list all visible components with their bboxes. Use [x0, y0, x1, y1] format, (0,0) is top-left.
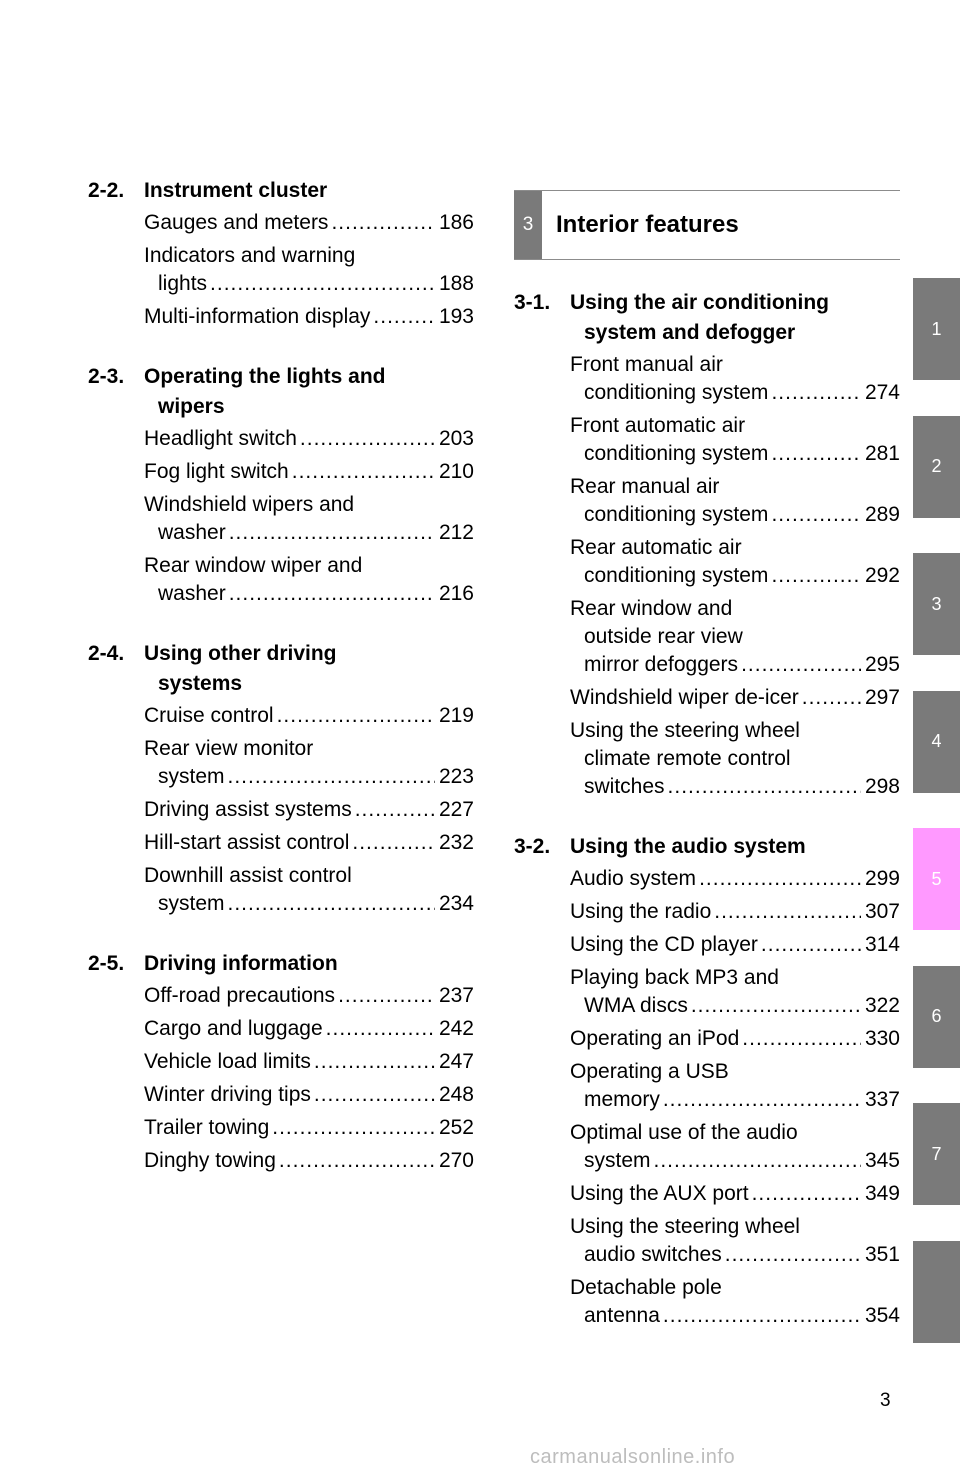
entry-label-line: Trailer towing [144, 1116, 270, 1139]
dot-leader [229, 519, 435, 547]
section-title [144, 176, 327, 206]
dot-leader [355, 796, 435, 824]
entry-page-number: 292 [864, 564, 900, 587]
entry-label-line: Windshield wiper de-icer [570, 686, 799, 709]
entry-label-line: memory [584, 1088, 660, 1111]
toc-entry[interactable] [144, 829, 474, 857]
section-title-line: wipers [158, 395, 225, 418]
toc-entry[interactable] [570, 534, 900, 590]
toc-entry[interactable] [570, 412, 900, 468]
entry-last-line [570, 684, 900, 712]
entry-page-number: 210 [438, 460, 474, 483]
entry-page-number: 270 [438, 1149, 474, 1172]
entry-label-line: Hill-start assist control [144, 831, 350, 854]
entry-last-line [144, 829, 474, 857]
toc-entry[interactable] [570, 865, 900, 893]
entry-label-line: Detachable pole [570, 1276, 722, 1299]
section-number: 3-1. [514, 291, 551, 314]
entry-last-line [570, 379, 900, 407]
entry-list [88, 702, 474, 918]
entry-label [144, 1147, 474, 1175]
chapter-tab[interactable] [913, 1241, 960, 1343]
dot-leader [741, 651, 861, 679]
entry-last-line [144, 303, 474, 331]
entry-label-line: washer [158, 582, 226, 605]
entry-label-line: climate remote control [584, 747, 791, 770]
entry-label-line: audio switches [584, 1243, 722, 1266]
entry-label-line: antenna [584, 1304, 660, 1327]
entry-label [144, 458, 474, 486]
entry-last-line [570, 773, 900, 801]
entry-label-line: Using the AUX port [570, 1182, 749, 1205]
toc-entry[interactable] [570, 684, 900, 712]
entry-page-number: 216 [438, 582, 474, 605]
chapter-header [514, 190, 900, 260]
toc-entry[interactable] [144, 982, 474, 1010]
entry-label-line: Downhill assist control [144, 864, 352, 887]
toc-entry[interactable] [144, 1015, 474, 1043]
entry-label-line: Vehicle load limits [144, 1050, 311, 1073]
dot-leader [742, 1025, 861, 1053]
dot-leader [752, 1180, 861, 1208]
toc-entry[interactable] [570, 1180, 900, 1208]
dot-leader [771, 501, 861, 529]
watermark: carmanualsonline.info [530, 1446, 736, 1468]
entry-label [144, 862, 474, 918]
section-number: 2-3. [88, 365, 125, 388]
toc-entry[interactable] [570, 1058, 900, 1114]
entry-label [570, 595, 900, 679]
dot-leader [654, 1147, 861, 1175]
entry-last-line [570, 1302, 900, 1330]
entry-last-line [144, 519, 474, 547]
entry-page-number: 223 [438, 765, 474, 788]
entry-last-line [144, 425, 474, 453]
entry-page-number: 274 [864, 381, 900, 404]
entry-last-line [144, 458, 474, 486]
entry-label-line: Rear view monitor [144, 737, 314, 760]
entry-label-line: Using the steering wheel [570, 1215, 800, 1238]
dot-leader [373, 303, 435, 331]
entry-label-line: washer [158, 521, 226, 544]
section-number: 2-5. [88, 952, 125, 975]
section-title [144, 639, 337, 699]
toc-entry[interactable] [144, 1081, 474, 1109]
entry-last-line [570, 1180, 900, 1208]
chapter-title: Interior features [556, 211, 739, 238]
dot-leader [229, 580, 435, 608]
entry-label [144, 1081, 474, 1109]
entry-label [570, 898, 900, 926]
entry-page-number: 345 [864, 1149, 900, 1172]
entry-label [570, 684, 900, 712]
toc-entry[interactable] [570, 931, 900, 959]
entry-label-line: Operating an iPod [570, 1027, 740, 1050]
dot-leader [725, 1241, 861, 1269]
entry-last-line [144, 763, 474, 791]
entry-label [570, 964, 900, 1020]
entry-page-number: 297 [864, 686, 900, 709]
toc-entry[interactable] [144, 242, 474, 298]
entry-label-line: Using the radio [570, 900, 712, 923]
toc-entry[interactable] [570, 595, 900, 679]
entry-label [144, 735, 474, 791]
entry-label-line: Audio system [570, 867, 697, 890]
entry-page-number: 237 [438, 984, 474, 1007]
entry-label-line: Off-road precautions [144, 984, 336, 1007]
entry-label [144, 1048, 474, 1076]
dot-leader [352, 829, 435, 857]
toc-section [514, 832, 900, 1330]
entry-page-number: 232 [438, 831, 474, 854]
entry-label-line: system [158, 765, 225, 788]
entry-label-line: Rear window wiper and [144, 554, 363, 577]
entry-page-number: 354 [864, 1304, 900, 1327]
entry-list [514, 865, 900, 1330]
dot-leader [761, 931, 861, 959]
section-title-line: Driving information [144, 952, 338, 975]
entry-last-line [144, 702, 474, 730]
dot-leader [668, 773, 861, 801]
entry-label-line: outside rear view [584, 625, 743, 648]
entry-label-line: Dinghy towing [144, 1149, 276, 1172]
left-column [88, 176, 474, 1180]
entry-last-line [144, 580, 474, 608]
entry-last-line [144, 1081, 474, 1109]
entry-label-line: Indicators and warning [144, 244, 356, 267]
chapter-number-box: 3 [514, 191, 542, 259]
entry-label [144, 242, 474, 298]
entry-label [570, 1119, 900, 1175]
entry-label-line: Rear automatic air [570, 536, 742, 559]
entry-last-line [144, 1048, 474, 1076]
section-title [570, 832, 806, 862]
entry-page-number: 203 [438, 427, 474, 450]
toc-entry[interactable] [144, 702, 474, 730]
dot-leader [771, 379, 861, 407]
entry-label [570, 717, 900, 801]
toc-entry[interactable] [144, 1147, 474, 1175]
section-heading [514, 832, 900, 862]
entry-label [570, 1025, 900, 1053]
dot-leader [292, 458, 435, 486]
entry-page-number: 295 [864, 653, 900, 676]
entry-page-number: 337 [864, 1088, 900, 1111]
toc-entry[interactable] [144, 862, 474, 918]
toc-section [88, 176, 474, 331]
entry-label-line: lights [158, 272, 208, 295]
entry-page-number: 247 [438, 1050, 474, 1073]
entry-page-number: 186 [438, 211, 474, 234]
entry-page-number: 330 [864, 1027, 900, 1050]
entry-label-line: system [158, 892, 225, 915]
entry-label-line: Operating a USB [570, 1060, 729, 1083]
entry-label [570, 931, 900, 959]
section-heading [88, 949, 474, 979]
entry-page-number: 289 [864, 503, 900, 526]
toc-entry[interactable] [144, 458, 474, 486]
dot-leader [691, 992, 861, 1020]
entry-label-line: Using the steering wheel [570, 719, 800, 742]
entry-last-line [144, 982, 474, 1010]
entry-label-line: Fog light switch [144, 460, 289, 483]
entry-label-line: Optimal use of the audio [570, 1121, 798, 1144]
entry-page-number: 351 [864, 1243, 900, 1266]
entry-label-line: Playing back MP3 and [570, 966, 779, 989]
entry-label-line: Winter driving tips [144, 1083, 311, 1106]
section-number: 2-4. [88, 642, 125, 665]
dot-leader [338, 982, 435, 1010]
entry-last-line [144, 1147, 474, 1175]
dot-leader [802, 684, 861, 712]
toc-entry[interactable] [570, 1025, 900, 1053]
entry-last-line [144, 209, 474, 237]
section-title [570, 288, 829, 348]
dot-leader [228, 763, 435, 791]
entry-page-number: 281 [864, 442, 900, 465]
entry-last-line [570, 1086, 900, 1114]
toc-section [514, 288, 900, 801]
section-heading [88, 639, 474, 699]
entry-list [88, 209, 474, 331]
dot-leader [210, 270, 435, 298]
dot-leader [771, 562, 861, 590]
entry-label [144, 982, 474, 1010]
chapter-tab[interactable]: 2 [913, 416, 960, 518]
entry-label [144, 796, 474, 824]
dot-leader [300, 425, 435, 453]
entry-label [570, 473, 900, 529]
toc-entry[interactable] [570, 898, 900, 926]
entry-label [570, 1274, 900, 1330]
entry-label [144, 303, 474, 331]
toc-entry[interactable] [144, 1048, 474, 1076]
entry-label-line: WMA discs [584, 994, 688, 1017]
entry-page-number: 322 [864, 994, 900, 1017]
section-title [144, 362, 386, 422]
entry-label [144, 209, 474, 237]
dot-leader [314, 1048, 435, 1076]
toc-entry[interactable] [144, 552, 474, 608]
entry-last-line [144, 1114, 474, 1142]
entry-page-number: 219 [438, 704, 474, 727]
entry-label-line: conditioning system [584, 503, 769, 526]
entry-label-line: Gauges and meters [144, 211, 329, 234]
dot-leader [272, 1114, 435, 1142]
entry-page-number: 193 [438, 305, 474, 328]
entry-label [144, 552, 474, 608]
dot-leader [279, 1147, 435, 1175]
entry-label-line: system [584, 1149, 651, 1172]
page-number: 3 [880, 1390, 891, 1411]
dot-leader [331, 209, 435, 237]
chapter-tab[interactable]: 6 [913, 966, 960, 1068]
section-number: 3-2. [514, 835, 551, 858]
entry-label [570, 351, 900, 407]
toc-entry[interactable] [144, 303, 474, 331]
entry-label [144, 425, 474, 453]
dot-leader [228, 890, 435, 918]
toc-entry[interactable] [570, 1274, 900, 1330]
entry-last-line [570, 440, 900, 468]
entry-page-number: 227 [438, 798, 474, 821]
section-number: 2-2. [88, 179, 125, 202]
toc-entry[interactable] [144, 796, 474, 824]
toc-entry[interactable] [144, 425, 474, 453]
toc-entry[interactable] [570, 351, 900, 407]
entry-label [144, 702, 474, 730]
entry-last-line [144, 796, 474, 824]
chapter-tab[interactable]: 3 [913, 553, 960, 655]
entry-label [570, 534, 900, 590]
entry-label-line: conditioning system [584, 381, 769, 404]
entry-label-line: switches [584, 775, 665, 798]
entry-list [88, 425, 474, 608]
right-column [514, 288, 900, 1335]
entry-page-number: 212 [438, 521, 474, 544]
section-heading [88, 176, 474, 206]
entry-page-number: 299 [864, 867, 900, 890]
section-title-line: Operating the lights and [144, 365, 386, 388]
entry-page-number: 307 [864, 900, 900, 923]
chapter-tab[interactable]: 4 [913, 691, 960, 793]
entry-label-line: Headlight switch [144, 427, 297, 450]
entry-label [570, 1213, 900, 1269]
dot-leader [314, 1081, 435, 1109]
section-title-line: Instrument cluster [144, 179, 328, 202]
entry-last-line [570, 898, 900, 926]
toc-section [88, 639, 474, 918]
entry-page-number: 242 [438, 1017, 474, 1040]
entry-label [570, 1180, 900, 1208]
section-title-line: system and defogger [584, 321, 796, 344]
toc-section [88, 949, 474, 1175]
entry-label-line: Front automatic air [570, 414, 746, 437]
entry-last-line [570, 865, 900, 893]
toc-entry[interactable] [144, 491, 474, 547]
dot-leader [699, 865, 861, 893]
toc-entry[interactable] [144, 735, 474, 791]
entry-label-line: conditioning system [584, 564, 769, 587]
entry-page-number: 252 [438, 1116, 474, 1139]
section-title [144, 949, 338, 979]
dot-leader [663, 1302, 861, 1330]
entry-last-line [144, 1015, 474, 1043]
entry-label-line: Cruise control [144, 704, 274, 727]
entry-label-line: Multi-information display [144, 305, 371, 328]
toc-entry[interactable] [570, 1119, 900, 1175]
entry-label-line: Cargo and luggage [144, 1017, 323, 1040]
dot-leader [277, 702, 435, 730]
entry-list [514, 351, 900, 801]
entry-last-line [570, 1025, 900, 1053]
entry-label [144, 1114, 474, 1142]
entry-last-line [570, 992, 900, 1020]
toc-entry[interactable] [570, 473, 900, 529]
entry-list [88, 982, 474, 1175]
chapter-tab[interactable]: 1 [913, 278, 960, 380]
entry-last-line [570, 1241, 900, 1269]
entry-label-line: Rear window and [570, 597, 733, 620]
entry-page-number: 188 [438, 272, 474, 295]
entry-page-number: 314 [864, 933, 900, 956]
dot-leader [663, 1086, 861, 1114]
entry-page-number: 248 [438, 1083, 474, 1106]
entry-last-line [570, 562, 900, 590]
toc-entry[interactable] [570, 1213, 900, 1269]
entry-page-number: 234 [438, 892, 474, 915]
entry-label-line: Windshield wipers and [144, 493, 355, 516]
section-title-line: Using other driving [144, 642, 337, 665]
entry-page-number: 349 [864, 1182, 900, 1205]
section-title-line: Using the audio system [570, 835, 806, 858]
dot-leader [714, 898, 861, 926]
entry-last-line [144, 270, 474, 298]
entry-label [570, 1058, 900, 1114]
section-heading [514, 288, 900, 348]
entry-last-line [570, 651, 900, 679]
toc-entry[interactable] [570, 964, 900, 1020]
entry-label-line: Driving assist systems [144, 798, 352, 821]
chapter-tab[interactable]: 7 [913, 1103, 960, 1205]
toc-entry[interactable] [144, 1114, 474, 1142]
entry-label-line: Front manual air [570, 353, 723, 376]
entry-label [144, 1015, 474, 1043]
chapter-tab[interactable]: 5 [913, 828, 960, 930]
entry-label [570, 865, 900, 893]
entry-label [570, 412, 900, 468]
entry-label-line: Rear manual air [570, 475, 720, 498]
entry-label-line: Using the CD player [570, 933, 758, 956]
entry-label-line: conditioning system [584, 442, 769, 465]
toc-section [88, 362, 474, 608]
entry-last-line [144, 890, 474, 918]
entry-page-number: 298 [864, 775, 900, 798]
entry-label [144, 491, 474, 547]
dot-leader [771, 440, 861, 468]
entry-last-line [570, 501, 900, 529]
entry-last-line [570, 931, 900, 959]
toc-entry[interactable] [570, 717, 900, 801]
entry-label [144, 829, 474, 857]
section-heading [88, 362, 474, 422]
toc-entry[interactable] [144, 209, 474, 237]
entry-last-line [570, 1147, 900, 1175]
dot-leader [326, 1015, 435, 1043]
section-title-line: Using the air conditioning [570, 291, 829, 314]
entry-label-line: mirror defoggers [584, 653, 739, 676]
section-title-line: systems [158, 672, 243, 695]
